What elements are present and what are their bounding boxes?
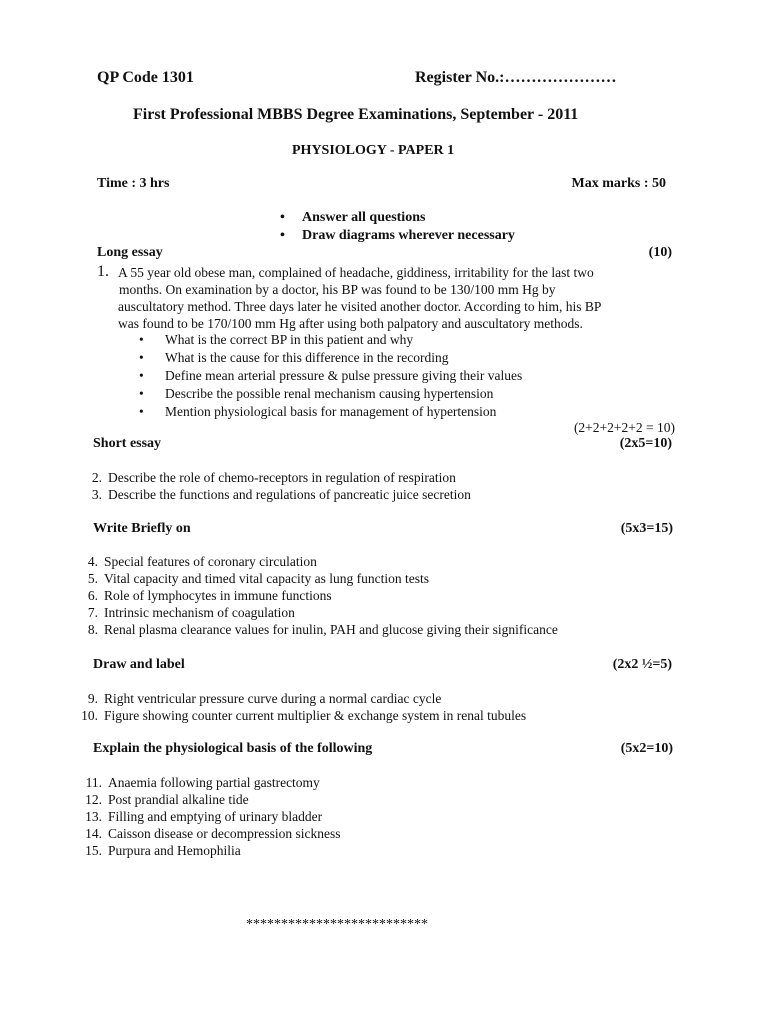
list-item: 11. Anaemia following partial gastrectomy — [85, 775, 320, 790]
draw-label-list — [73, 690, 526, 724]
list-item: 6. Role of lymphocytes in immune functions — [87, 588, 332, 603]
explain-heading: Explain the physiological basis of the following — [93, 741, 373, 756]
draw-label-heading: Draw and label — [93, 657, 185, 672]
write-briefly-marks: (5x3=15) — [620, 521, 673, 536]
write-briefly-list — [73, 553, 558, 638]
list-item: • Describe the possible renal mechanism causing hypertension — [139, 386, 494, 401]
list-item: • Mention physiological basis for management of hypertension — [139, 404, 497, 419]
paper-title: PHYSIOLOGY - PAPER 1 — [292, 143, 455, 158]
end-marker: ************************** — [246, 917, 428, 932]
qp-code: QP Code 1301 — [97, 69, 194, 86]
short-essay-heading: Short essay — [93, 436, 162, 451]
exam-title: First Professional MBBS Degree Examinations, September - 2011 — [133, 106, 579, 123]
list-item: 10. Figure showing counter current multiplier & exchange system in renal tubules — [81, 708, 527, 723]
list-item: • Define mean arterial pressure & pulse pressure giving their values — [139, 368, 523, 383]
list-item: 5. Vital capacity and timed vital capacity as lung function tests — [87, 571, 429, 586]
list-item: 3. Describe the functions and regulations of pancreatic juice secretion — [91, 487, 471, 502]
draw-label-marks: (2x2 ½=5) — [612, 657, 672, 672]
marks-split: (2+2+2+2+2 = 10) — [573, 420, 675, 435]
long-essay-heading: Long essay — [97, 245, 163, 260]
bullet-icon: • — [280, 210, 285, 225]
list-item: 13. Filling and emptying of urinary bladder — [85, 809, 323, 824]
max-marks: Max marks : 50 — [571, 176, 666, 191]
list-item: 7. Intrinsic mechanism of coagulation — [87, 605, 295, 620]
bullet-icon: • — [139, 368, 144, 383]
explain-list — [77, 774, 340, 859]
bullet-icon: • — [280, 228, 285, 243]
list-item: 12. Post prandial alkaline tide — [85, 792, 249, 807]
long-essay-marks: (10) — [648, 245, 672, 260]
write-briefly-heading: Write Briefly on — [93, 521, 191, 536]
list-item: 14. Caisson disease or decompression sickness — [85, 826, 341, 841]
register-number: Register No.:………………… — [415, 69, 617, 86]
short-essay-list — [77, 469, 471, 503]
list-item: 8. Renal plasma clearance values for inulin, PAH and glucose giving their significance — [87, 622, 558, 637]
instruction-item: • Answer all questions — [280, 210, 426, 225]
question-1-text: A 55 year old obese man, complained of headache, giddiness, irritability for the last two months. On examination by a doctor, his BP was found to be 130/100 mm Hg by auscultatory method. Three days later he visited another doctor. According to him, his BP was found to be 170/100 mm Hg after using both palpatory and auscultatory methods. — [118, 265, 602, 331]
question-1-subpoints — [139, 331, 522, 421]
list-item: • What is the correct BP in this patient and why — [139, 332, 414, 347]
explain-marks: (5x2=10) — [620, 741, 673, 756]
short-essay-marks: (2x5=10) — [619, 436, 672, 451]
list-item: 15. Purpura and Hemophilia — [85, 843, 241, 858]
list-item: • What is the cause for this difference in the recording — [139, 350, 449, 365]
question-number: 1. — [97, 263, 109, 280]
list-item: 4. Special features of coronary circulation — [87, 554, 317, 569]
bullet-icon: • — [139, 386, 144, 401]
list-item: 2. Describe the role of chemo-receptors in regulation of respiration — [91, 470, 456, 485]
bullet-icon: • — [139, 404, 144, 419]
bullet-icon: • — [139, 350, 144, 365]
instructions-list — [280, 209, 515, 245]
instruction-item: • Draw diagrams wherever necessary — [280, 228, 515, 243]
time-allowed: Time : 3 hrs — [97, 176, 170, 191]
list-item: 9. Right ventricular pressure curve during a normal cardiac cycle — [87, 691, 442, 706]
bullet-icon: • — [139, 332, 144, 347]
